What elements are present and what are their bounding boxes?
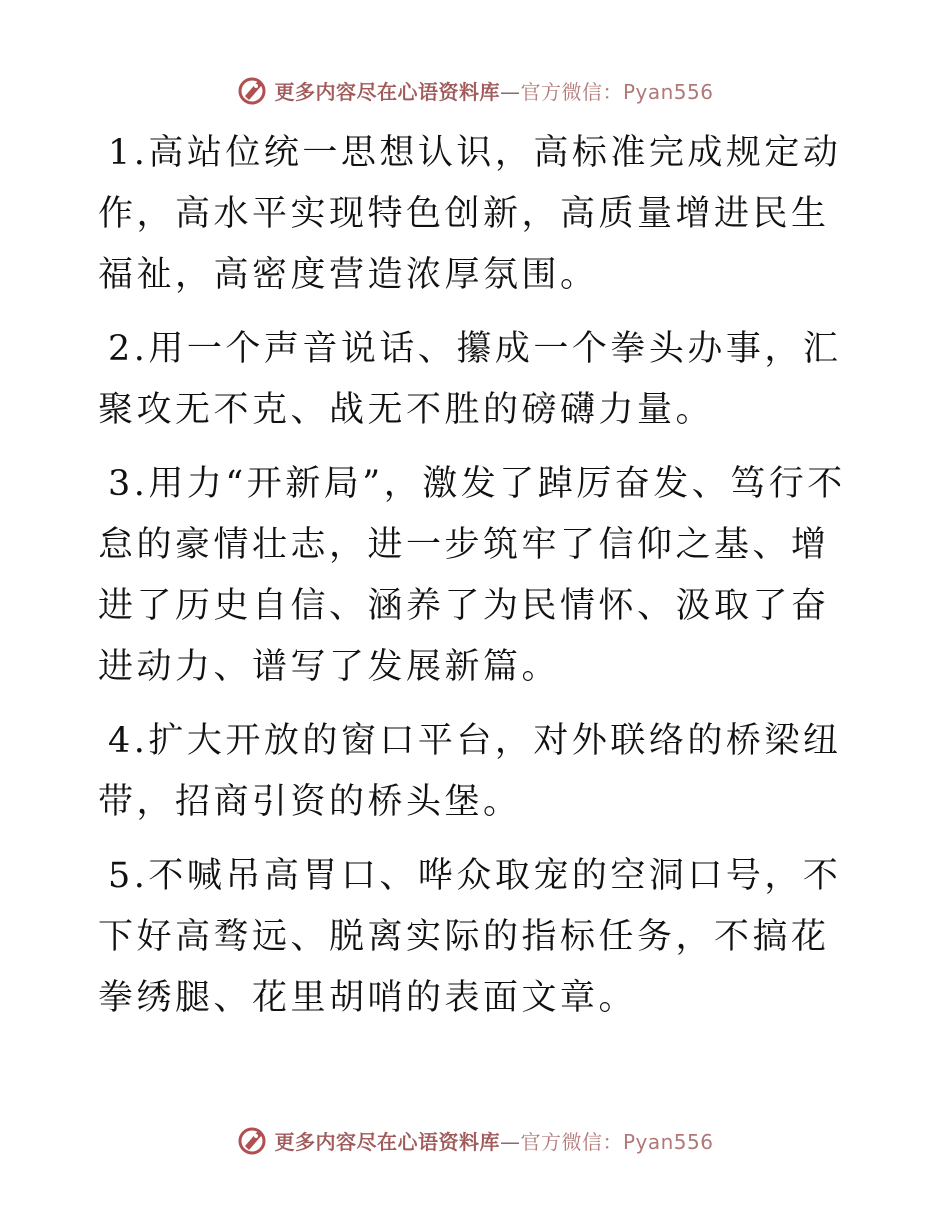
pen-nib-logo-icon <box>236 74 268 106</box>
item-text: 用力“开新局”，激发了踔厉奋发、笃行不怠的豪情壮志，进一步筑牢了信仰之基、增进了历史自信、涵养了为民情怀、汲取了奋进动力、谱写了发展新篇。 <box>98 464 846 687</box>
pen-nib-logo-icon <box>236 1124 268 1156</box>
footer-watermark-dash: — <box>499 1129 521 1154</box>
item-number: 3. <box>108 464 149 504</box>
list-item <box>98 454 858 698</box>
item-number: 5. <box>108 856 149 896</box>
item-text: 不喊吊高胃口、哗众取宠的空洞口号，不下好高骛远、脱离实际的指标任务，不搞花拳绣腿、花里胡哨的表面文章。 <box>98 856 842 1018</box>
list-item <box>98 846 858 1029</box>
item-text: 用一个声音说话、攥成一个拳头办事，汇聚攻无不克、战无不胜的磅礴力量。 <box>98 329 842 430</box>
footer-watermark <box>0 1120 950 1160</box>
footer-watermark-text <box>274 1126 713 1155</box>
header-watermark-dash: — <box>499 79 521 104</box>
document-body <box>98 123 858 1042</box>
list-item <box>98 319 858 441</box>
item-number: 2. <box>108 329 149 369</box>
list-item <box>98 711 858 833</box>
header-watermark <box>0 70 950 110</box>
header-watermark-tail: 官方微信：Pyan556 <box>520 79 714 104</box>
footer-watermark-tail: 官方微信：Pyan556 <box>520 1129 714 1154</box>
list-item <box>98 123 858 306</box>
item-text: 高站位统一思想认识，高标准完成规定动作，高水平实现特色创新，高质量增进民生福祉，高密度营造浓厚氛围。 <box>98 133 842 295</box>
footer-watermark-lead: 更多内容尽在心语资料库 <box>274 1129 500 1154</box>
item-number: 4. <box>108 721 149 761</box>
header-watermark-lead: 更多内容尽在心语资料库 <box>274 79 500 104</box>
item-number: 1. <box>108 133 149 173</box>
item-text: 扩大开放的窗口平台，对外联络的桥梁纽带，招商引资的桥头堡。 <box>98 721 842 822</box>
header-watermark-text <box>274 76 713 105</box>
